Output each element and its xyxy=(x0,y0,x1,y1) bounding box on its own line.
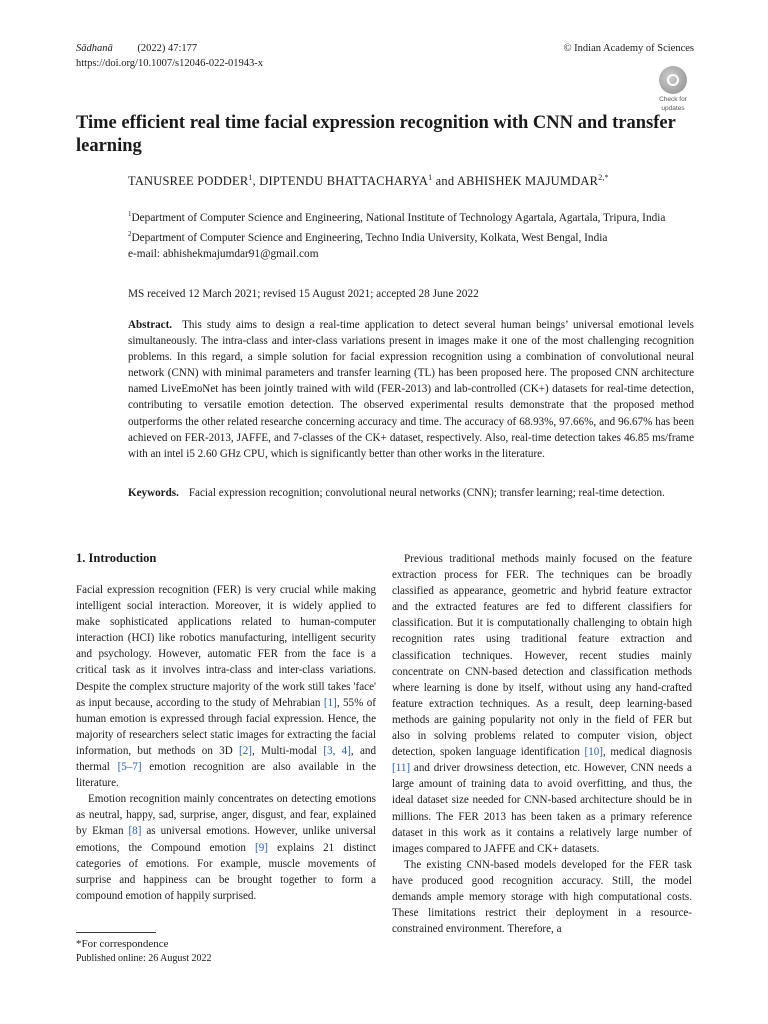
author-email[interactable]: e-mail: abhishekmajumdar91@gmail.com xyxy=(128,247,319,260)
affiliation-1: $^1$Department of Computer Science and Engineering, National Institute of Technology Agartala, Agartala, Tripura, India xyxy=(128,210,666,224)
journal-header xyxy=(76,41,263,71)
badge-text-2: updates xyxy=(661,105,685,112)
section-heading: 1. Introduction xyxy=(76,551,157,565)
publication-date: Published online: 26 August 2022 xyxy=(76,953,212,964)
paragraph: Emotion recognition mainly concentrates on detecting emotions as neutral, happy, sad, surprise, anger, disgust, and fear, explained by Ekman [8] as universal emotions. However, unlike universal emotions, the Compound emotion [9] explains 21 distinct categories of emotions. For example, muscle movements of surprise and happiness can be brought together to form a compound emotion of happily surprised. xyxy=(76,793,376,902)
citation-link[interactable]: [8] xyxy=(128,825,142,838)
affiliation-2: $^2$Department of Computer Science and Engineering, Techno India University, Kolkata, West Bengal, India xyxy=(128,229,608,244)
citation-link[interactable]: [9] xyxy=(255,841,268,854)
right-column xyxy=(392,551,692,937)
left-column xyxy=(76,582,376,904)
author: DIPTENDU BHATTACHARYA xyxy=(259,174,429,189)
paragraph: The existing CNN-based models developed for the FER task have produced good recognition accuracy. Still, the model demands ample memory storage with high computational costs. These limitations restrict their deployment in a resource-constrained environment. Therefore, a xyxy=(392,858,692,936)
check-for-updates-badge[interactable] xyxy=(653,66,693,112)
keywords xyxy=(128,485,694,501)
correspondence-note: *For correspondence xyxy=(76,938,169,950)
publisher-notice: © Indian Academy of Sciences xyxy=(563,43,694,54)
citation-link[interactable]: [10] xyxy=(584,746,603,759)
citation-link[interactable]: [5–7] xyxy=(117,761,142,774)
keywords-text: Facial expression recognition; convolutional neural networks (CNN); transfer learning; real-time detection. xyxy=(188,487,665,499)
citation-link[interactable]: [1] xyxy=(323,696,337,709)
author-sup: 1 xyxy=(248,173,253,182)
manuscript-dates: MS received 12 March 2021; revised 15 August 2021; accepted 28 June 2022 xyxy=(128,288,479,300)
paragraph: Previous traditional methods mainly focused on the feature extraction process for FER. The techniques can be broadly classified as appearance, geometric and hybrid feature extractor and the extracted features are fed to different classifiers for classification. But it is computationally challenging to obtain high recognition rates using traditional feature extraction and classification techniques. However, recent studies mainly concentrate on CNN-based detection and classification methods where learning is done by itself, without using any hand-crafted feature extraction techniques. As a result, deep learning-based methods are gaining popularity not only in the field of FER but also in solving problems related to computer vision, object detection, spoken language identification [10], medical diagnosis [11] and driver drowsiness detection, etc. However, CNN needs a large amount of training data to avoid overfitting, and thus, the ideal dataset size needed for CNN-based architecture should be in millions. The FER 2013 has been taken as a primary reference dataset in this work as it contains a relatively large number of images compared to JAFFE and CK+ datasets. xyxy=(392,553,692,855)
affiliations xyxy=(128,206,688,262)
author: ABHISHEK MAJUMDAR xyxy=(456,174,599,189)
paragraph: Facial expression recognition (FER) is very crucial while making intelligent social interaction. Moreover, it is widely applied to make sophisticated applications related to human-computer interaction (HCI) like robotics manufacturing, intelligent security and psychology. However, automatic FER from the face is a critical task as it involves intra-class and inter-class variations. Despite the complex structure majority of the work still takes 'face' as input because, according to the study of Mehrabian [1], 55% of human emotion is expressed through facial expression. Hence, the majority of researchers select static images for extracting the facial information, but methods on 3D [2], Multi-modal [3, 4], and thermal [5–7] emotion recognition are also available in the literature. xyxy=(76,584,377,790)
footnote-divider xyxy=(76,932,156,933)
doi-link[interactable]: https://doi.org/10.1007/s12046-022-01943-x xyxy=(76,58,264,69)
author: TANUSREE PODDER xyxy=(128,174,249,189)
crossmark-icon xyxy=(659,66,687,94)
badge-text-1: Check for xyxy=(659,96,687,103)
abstract xyxy=(128,317,694,462)
author-sup: 2,* xyxy=(598,173,609,182)
article-title: Time efficient real time facial expression recognition with CNN and transfer learning xyxy=(76,113,676,156)
citation-link[interactable]: [2] xyxy=(239,744,252,757)
citation-link[interactable]: [3, 4] xyxy=(323,744,351,757)
journal-volume: (2022) 47:177 xyxy=(137,43,198,54)
author-sup: 1 xyxy=(428,173,433,182)
abstract-text: This study aims to design a real-time application to detect several human beings’ universal emotional levels simultaneously. The intra-class and inter-class variations present in images make it one of the most challenging recognition problems. In this regard, a simple solution for facial expression recognition using a combination of convolutional neural network (CNN) with minimal parameters and transfer learning (TL) has been proposed here. The proposed CNN architecture named LiveEmoNet has been jointly trained with wild (FER-2013) and lab-controlled (CK+) datasets for real-time detection, contributing to versatile emotion detection. The observed experimental results demonstrate that the proposed method outperforms the other related researche concerning accuracy and time. The accuracy of 68.93%, 97.66%, and 96.67% has been achieved on FER-2013, JAFFE, and 7-classes of the CK+ dataset, respectively. Also, real-time detection takes 46.85 ms/frame with an intel i5 2.60 GHz CPU, which is significantly better than other works in the literature. xyxy=(128,319,694,460)
keywords-label: Keywords. xyxy=(128,487,179,499)
abstract-label: Abstract. xyxy=(128,319,173,331)
citation-link[interactable]: [11] xyxy=(392,762,411,775)
journal-name: Sādhanā xyxy=(76,43,113,54)
author-list: TANUSREE PODDER$^1$, DIPTENDU BHATTACHARYA$^1$ and ABHISHEK $MAJUMDAR^{2,*}$ xyxy=(128,173,609,189)
